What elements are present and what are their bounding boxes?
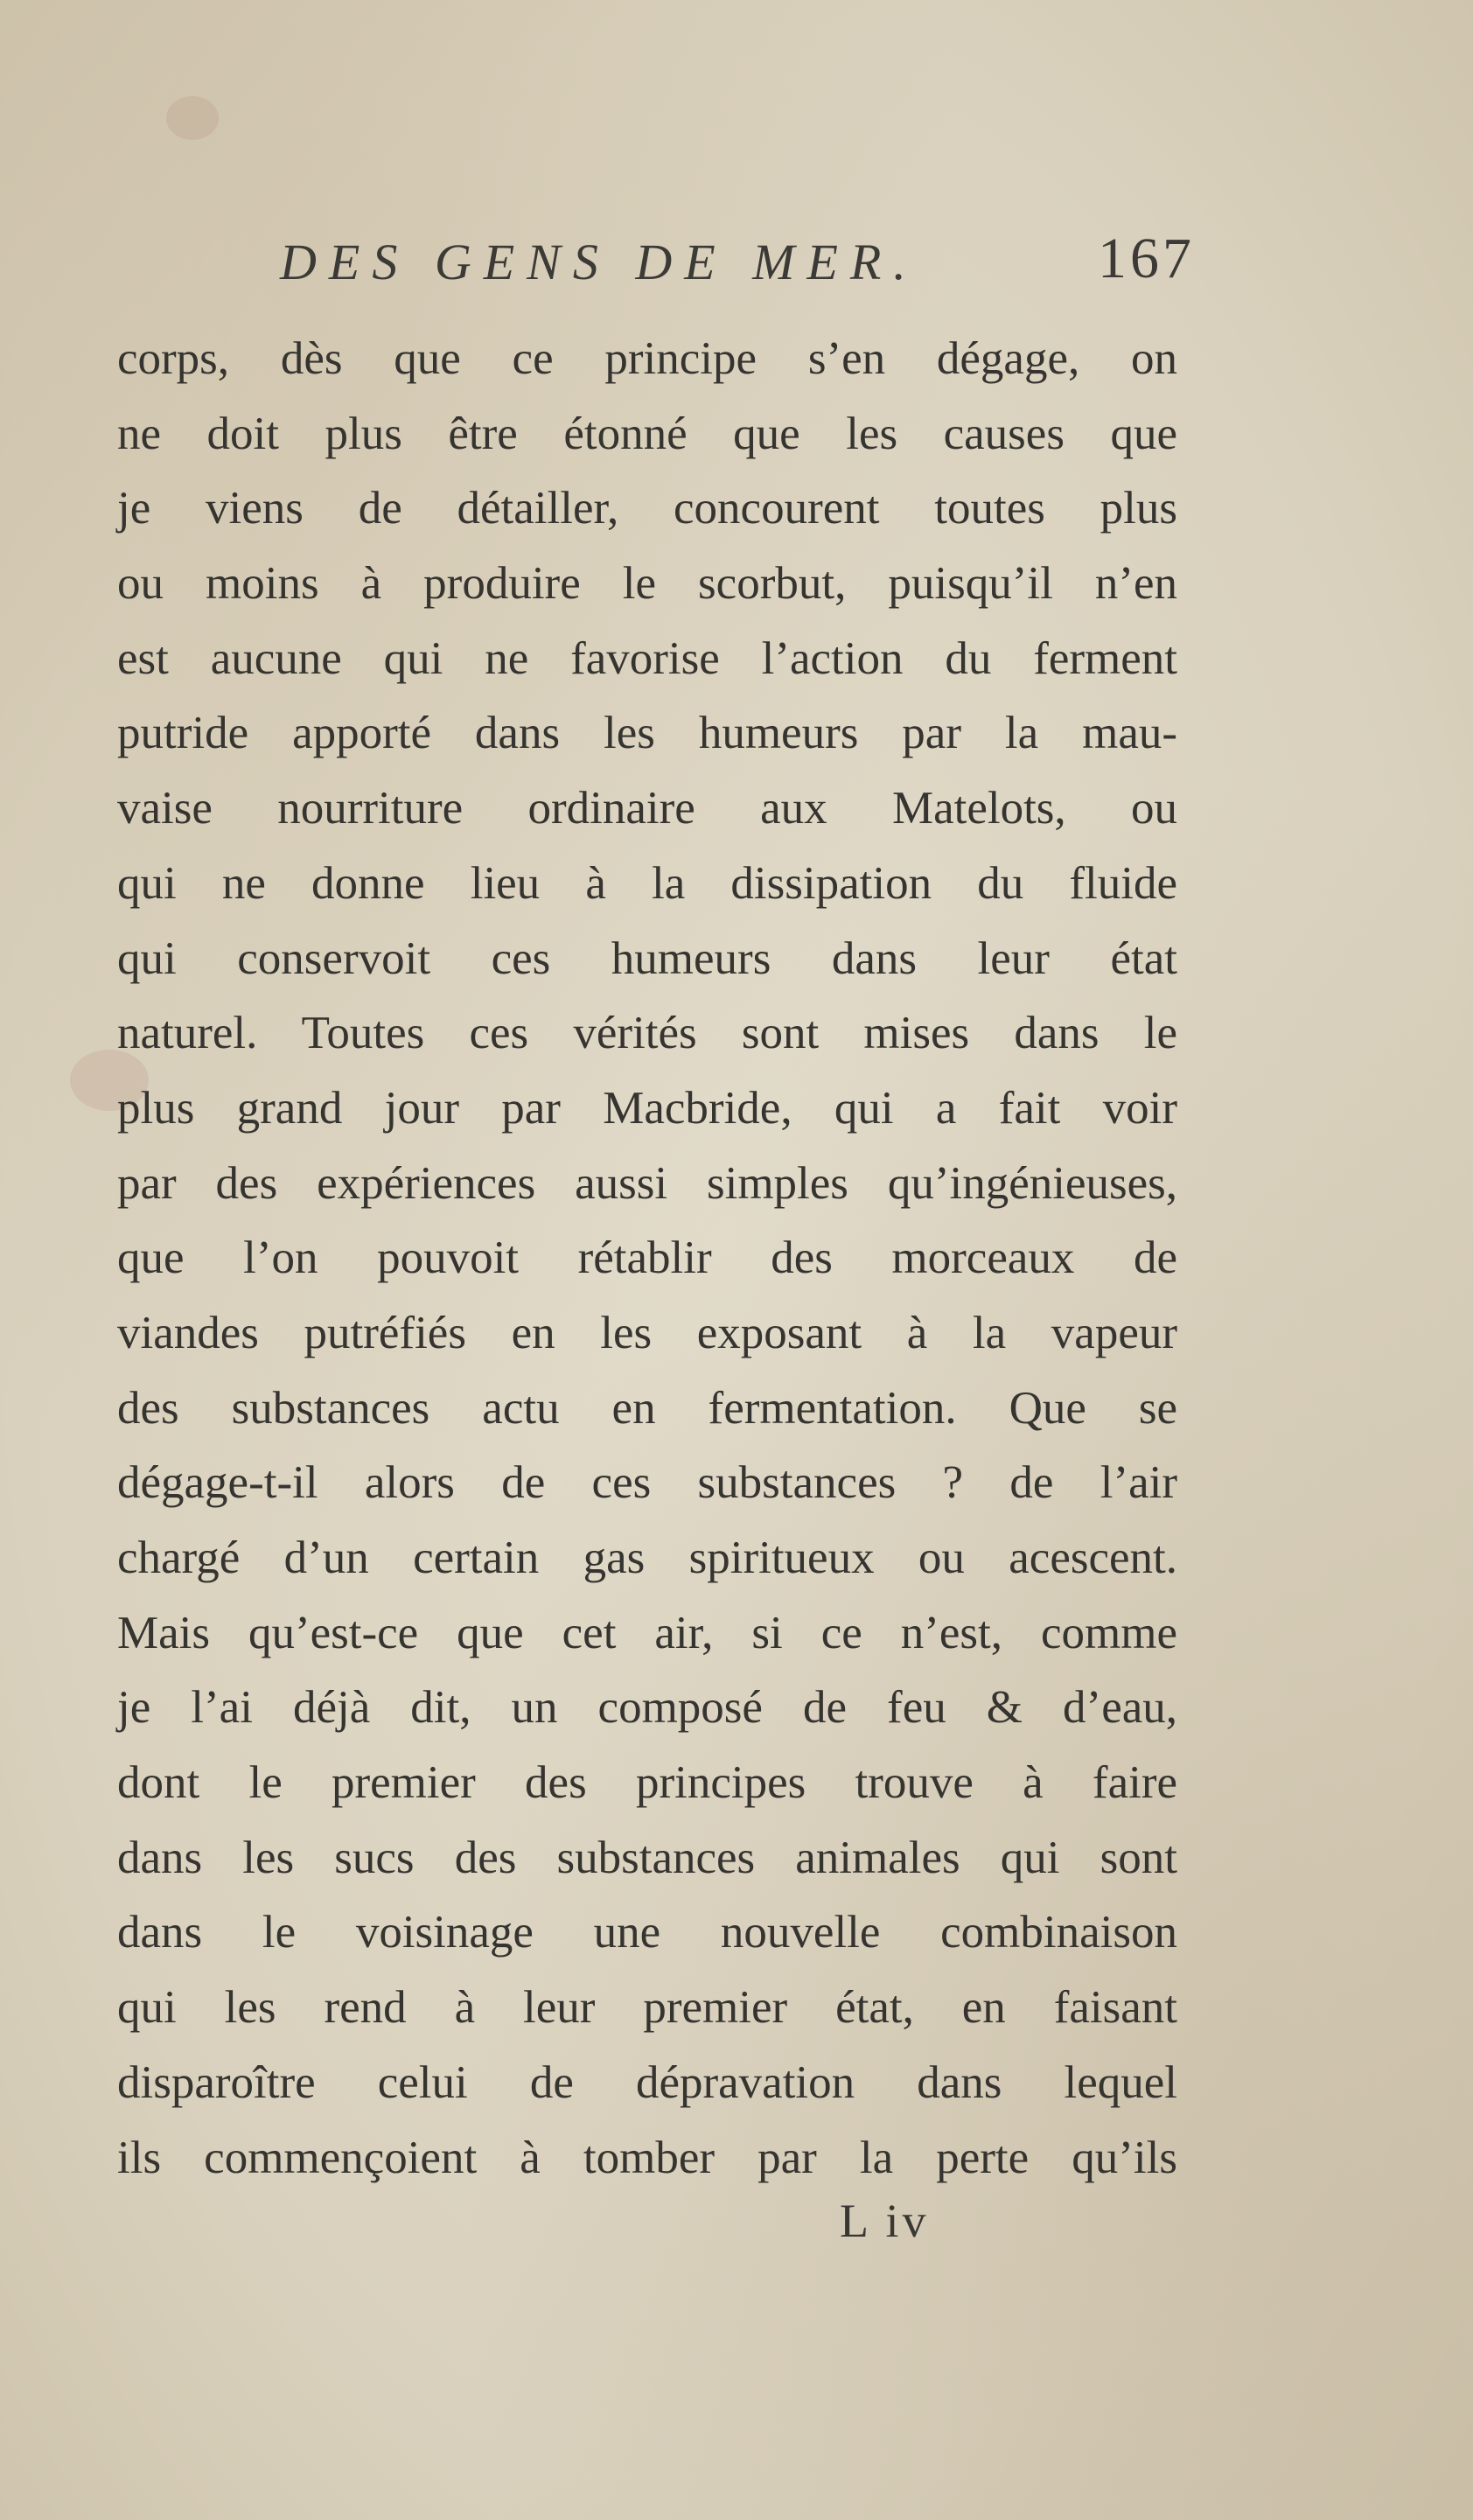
text-line: ou moins à produire le scorbut, puisqu’il n’en (117, 558, 1177, 610)
text-line: putride apporté dans les humeurs par la mau- (117, 708, 1177, 759)
text-line: dans le voisinage une nouvelle combinaison (117, 1907, 1177, 1958)
text-line: dans les sucs des substances animales qui sont (117, 1832, 1177, 1883)
running-head: DES GENS DE MER. (280, 234, 918, 290)
signature-mark: L iv (840, 2195, 930, 2247)
page-header (236, 226, 1207, 296)
text-line: vaise nourriture ordinaire aux Matelots, ou (117, 783, 1177, 834)
text-line: ils commençoient à tomber par la perte qu’ils (117, 2132, 1177, 2183)
page-number: 167 (1098, 227, 1195, 290)
text-line: naturel. Toutes ces vérités sont mises dans le (117, 1008, 1177, 1059)
text-line: par des expériences aussi simples qu’ingénieuses, (117, 1157, 1177, 1209)
text-line: chargé d’un certain gas spiritueux ou acescent. (117, 1532, 1177, 1583)
text-line: ne doit plus être étonné que les causes que (117, 408, 1177, 459)
text-line: que l’on pouvoit rétablir des morceaux de (117, 1232, 1177, 1284)
text-line: qui les rend à leur premier état, en faisant (117, 1982, 1177, 2034)
text-line: plus grand jour par Macbride, qui a fait voir (117, 1082, 1177, 1134)
text-line: dont le premier des principes trouve à faire (117, 1757, 1177, 1809)
text-line: corps, dès que ce principe s’en dégage, on (117, 333, 1177, 384)
text-line: qui conservoit ces humeurs dans leur état (117, 932, 1177, 984)
text-line: je l’ai déjà dit, un composé de feu & d’eau, (117, 1682, 1177, 1734)
text-line: Mais qu’est-ce que cet air, si ce n’est, comme (117, 1607, 1177, 1658)
text-line: qui ne donne lieu à la dissipation du fluide (117, 857, 1177, 909)
page-stain (166, 96, 219, 140)
text-line: dégage-t-il alors de ces substances ? de l’air (117, 1457, 1177, 1509)
text-line: des substances actu en fermentation. Que se (117, 1382, 1177, 1434)
text-line: je viens de détailler, concourent toutes plus (117, 483, 1177, 534)
text-line: disparoître celui de dépravation dans lequel (117, 2056, 1177, 2108)
body-text (117, 322, 1177, 2195)
text-line: est aucune qui ne favorise l’action du ferment (117, 632, 1177, 684)
text-line: viandes putréfiés en les exposant à la vapeur (117, 1307, 1177, 1358)
